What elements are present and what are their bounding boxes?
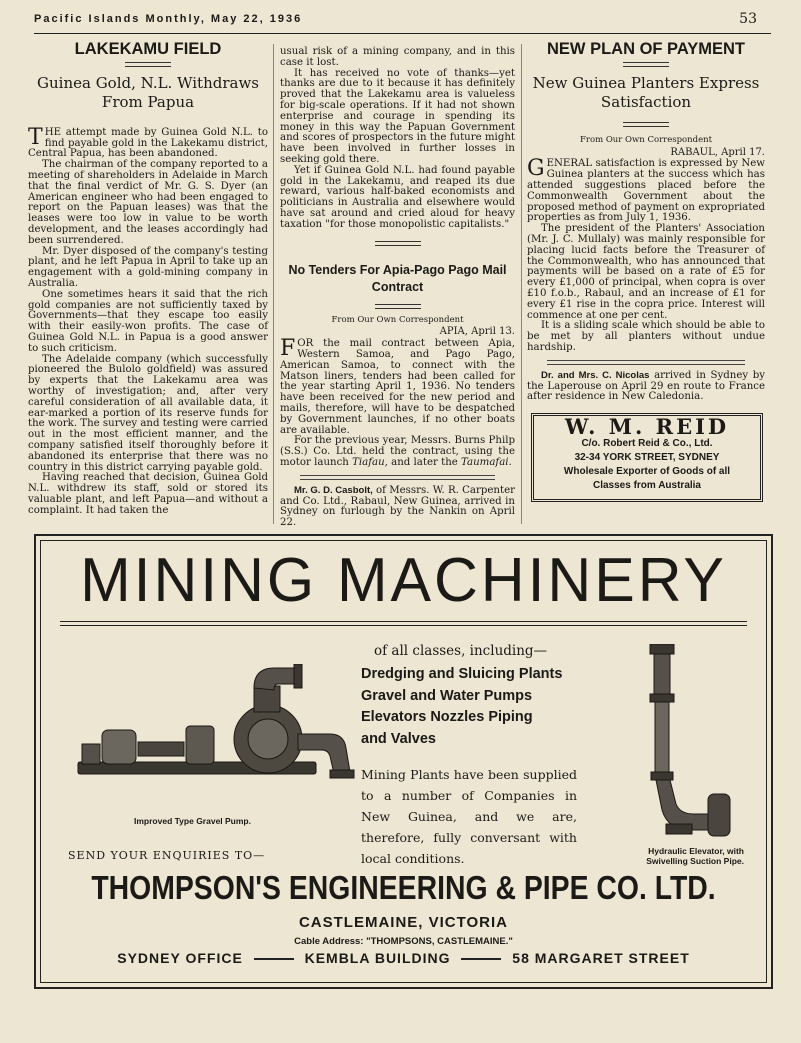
separator <box>125 62 171 67</box>
ship-name: Tiafau, <box>352 456 388 468</box>
sydney-office-line <box>36 950 771 966</box>
paragraph-text: arrived in Sydney by the Laperouse on April 29 en route to France after residence in New Caledonia. <box>527 369 765 403</box>
product-line: Gravel and Water Pumps <box>361 687 533 704</box>
ad-classes-line: of all classes, including— <box>374 643 548 659</box>
mining-machinery-advertisement <box>34 534 773 989</box>
product-line: Elevators Nozzles Piping <box>361 709 533 725</box>
correspondent-line: From Our Own Correspondent <box>579 134 712 145</box>
gravel-pump-illustration <box>68 664 358 814</box>
office-label: SYDNEY OFFICE <box>117 950 243 966</box>
office-street: 58 MARGARET STREET <box>512 950 690 966</box>
paragraph: It has received no vote of thanks—yet thanks are due to it because it has definitely proved that the Lakekamu area is valueless for big-scale operations. If it had not shown enterprise and courage in spending its money in this way the Papuan Government and scores of prospectors in the future might have been involved in further losses in seeking gold there. <box>280 67 515 165</box>
paragraph: Having reached that decision, Guinea Gold N.L. withdrew its staff, sold or stored its valuable plant, and left Papua—and without a complaint. It had taken the <box>28 472 268 516</box>
ad-line: Classes from Australia <box>592 479 701 491</box>
paragraph: Mr. Dyer disposed of the company's testing plant, and he left Papua in April to take up an engagement with a gold-mining company in Australia. <box>28 245 268 289</box>
office-building: KEMBLA BUILDING <box>304 950 451 966</box>
article-heading: No Tenders For Apia-Pago Pago Mail Contract <box>288 262 507 294</box>
publication-title: Pacific Islands Monthly, May 22, 1936 <box>34 13 303 25</box>
paragraph: The Adelaide company (which successfully pioneered the Bulolo goldfield) was assured by experts that the Lakekamu area was worthy of investigation; and, after very careful consideration of all available data, it ear-marked a portion of its reserve funds for the work. The survey and testing were carried out in the most efficient manner, and the company satisfied itself thoroughly before it abandoned its enterprise that there was no country in this district carrying payable gold. <box>28 353 268 473</box>
product-line: Dredging and Sluicing Plants <box>361 666 563 682</box>
title-rule <box>60 621 747 626</box>
drop-cap: F <box>280 336 296 362</box>
paragraph: usual risk of a mining company, and in this case it lost. <box>280 46 515 68</box>
correspondent-line: From Our Own Correspondent <box>331 314 464 325</box>
ad-title: MINING MACHINERY <box>80 546 727 615</box>
column-3 <box>527 40 765 502</box>
ad-line: 32-34 YORK STREET, SYDNEY <box>574 451 720 463</box>
paragraph-text: and later the <box>391 456 458 468</box>
product-list <box>361 664 597 750</box>
paragraph: OR the mail contract between Apia, Western Samoa, and Pago Pago, American Samoa, to connect with the Matson liners, tenders had been called for the year starting April 1, 1936. No tenders have been received for the new period and mails, therefore, will have to be despatched by Government launches, if no other boats are available. <box>280 338 515 436</box>
column-2 <box>280 47 515 529</box>
hydraulic-elevator-illustration <box>636 644 736 844</box>
running-header <box>34 11 771 34</box>
paragraph: HE attempt made by Guinea Gold N.L. to find payable gold in the Lakekamu district, Central Papua, has been abandoned. <box>28 126 268 160</box>
advertiser-name: W. M. REID <box>564 414 730 440</box>
article-heading: LAKEKAMU FIELD <box>74 40 222 58</box>
dateline: APIA, April 13. <box>439 326 515 338</box>
paragraph-text: of Messrs. W. R. Carpenter and Co. Ltd., Rabaul, New Guinea, arrived in Sydney on furlough by the Nankin on April 22. <box>280 484 515 529</box>
paragraph: The chairman of the company reported to a meeting of shareholders in Adelaide in March that the final verdict of Mr. G. S. Dyer (an American engineer who had been engaged to report on the Papuan leases) was that the leases were too low in value to be worth development, and the leases accordingly had been surrendered. <box>28 159 268 246</box>
caption-line: Hydraulic Elevator, with <box>648 846 744 856</box>
person-name: Dr. and Mrs. C. Nicolas <box>541 369 650 381</box>
pump-caption: Improved Type Gravel Pump. <box>134 816 251 826</box>
paragraph: The president of the Planters' Association (Mr. J. C. Mullaly) was mainly responsible for placing lucid facts before the Treasurer of the Commonwealth, who has announced that payments will be based on a rate of £5 for every £1,000 of principal, when copra is over £10 f.o.b., Rabaul, and an increase of £1 for every £1 rise in the copra price. Interest will commence at one per cent. <box>527 223 765 321</box>
column-divider <box>273 44 274 524</box>
separator <box>300 475 495 480</box>
article-subheading: Guinea Gold, N.L. Withdraws From Papua <box>37 73 259 111</box>
page-number: 53 <box>739 11 757 27</box>
company-name: THOMPSON'S ENGINEERING & PIPE CO. LTD. <box>91 869 716 906</box>
dash-rule <box>254 958 294 960</box>
ad-line: Wholesale Exporter of Goods of all <box>563 465 731 477</box>
elevator-caption <box>614 846 744 866</box>
cable-address: Cable Address: "THOMPSONS, CASTLEMAINE." <box>294 936 513 947</box>
separator <box>375 241 421 246</box>
dateline: RABAUL, April 17. <box>670 146 765 158</box>
article-heading: NEW PLAN OF PAYMENT <box>546 40 745 58</box>
paragraph: One sometimes hears it said that the rich gold companies are not sufficiently taxed by Governments—that they escape too easily with their easily-won profits. The case of Guinea Gold N.L. in Papua is a good answer to such criticism. <box>28 288 268 354</box>
column-divider <box>521 44 522 524</box>
drop-cap: G <box>527 156 545 182</box>
ad-line: C/o. Robert Reid & Co., Ltd. <box>581 437 713 449</box>
reid-advertisement <box>531 413 763 502</box>
paragraph: ENERAL satisfaction is expressed by New Guinea planters at the success which has attended suggestions placed before the Commonwealth Government about the proposed method of payment on expropriated properties as from July 1, 1936. <box>527 158 765 224</box>
separator <box>375 304 421 309</box>
separator <box>547 360 745 365</box>
column-1 <box>28 40 268 516</box>
dash-rule <box>461 958 501 960</box>
company-location: CASTLEMAINE, VICTORIA <box>298 914 509 931</box>
article-subheading: New Guinea Planters Express Satisfaction <box>532 73 760 111</box>
ad-body-text: Mining Plants have been supplied to a number of Companies in New Guinea, and we are, therefore, fully conversant with local conditions. <box>361 767 577 866</box>
drop-cap: T <box>28 124 43 150</box>
paragraph: Yet if Guinea Gold N.L. had found payable gold in the Lakekamu, and reaped its due reward, various half-baked economists and politicians in Australia and elsewhere would have sat around and cried aloud for heavy taxation "for those monopolistic capitalists." <box>280 164 515 230</box>
caption-line: Swivelling Suction Pipe. <box>646 856 744 866</box>
separator <box>623 62 669 67</box>
person-name: Mr. G. D. Casbolt, <box>294 484 373 496</box>
paragraph: It is a sliding scale which should be able to be met by all planters without undue hardship. <box>527 320 765 353</box>
paragraph-text: For the previous year, Messrs. Burns Philp (S.S.) Co. Ltd. held the contract, using the motor launch <box>280 435 515 468</box>
separator <box>623 122 669 127</box>
product-line: and Valves <box>361 730 436 747</box>
enquiries-line: SEND YOUR ENQUIRIES TO— <box>68 849 266 862</box>
ship-name: Taumafai. <box>461 456 512 468</box>
